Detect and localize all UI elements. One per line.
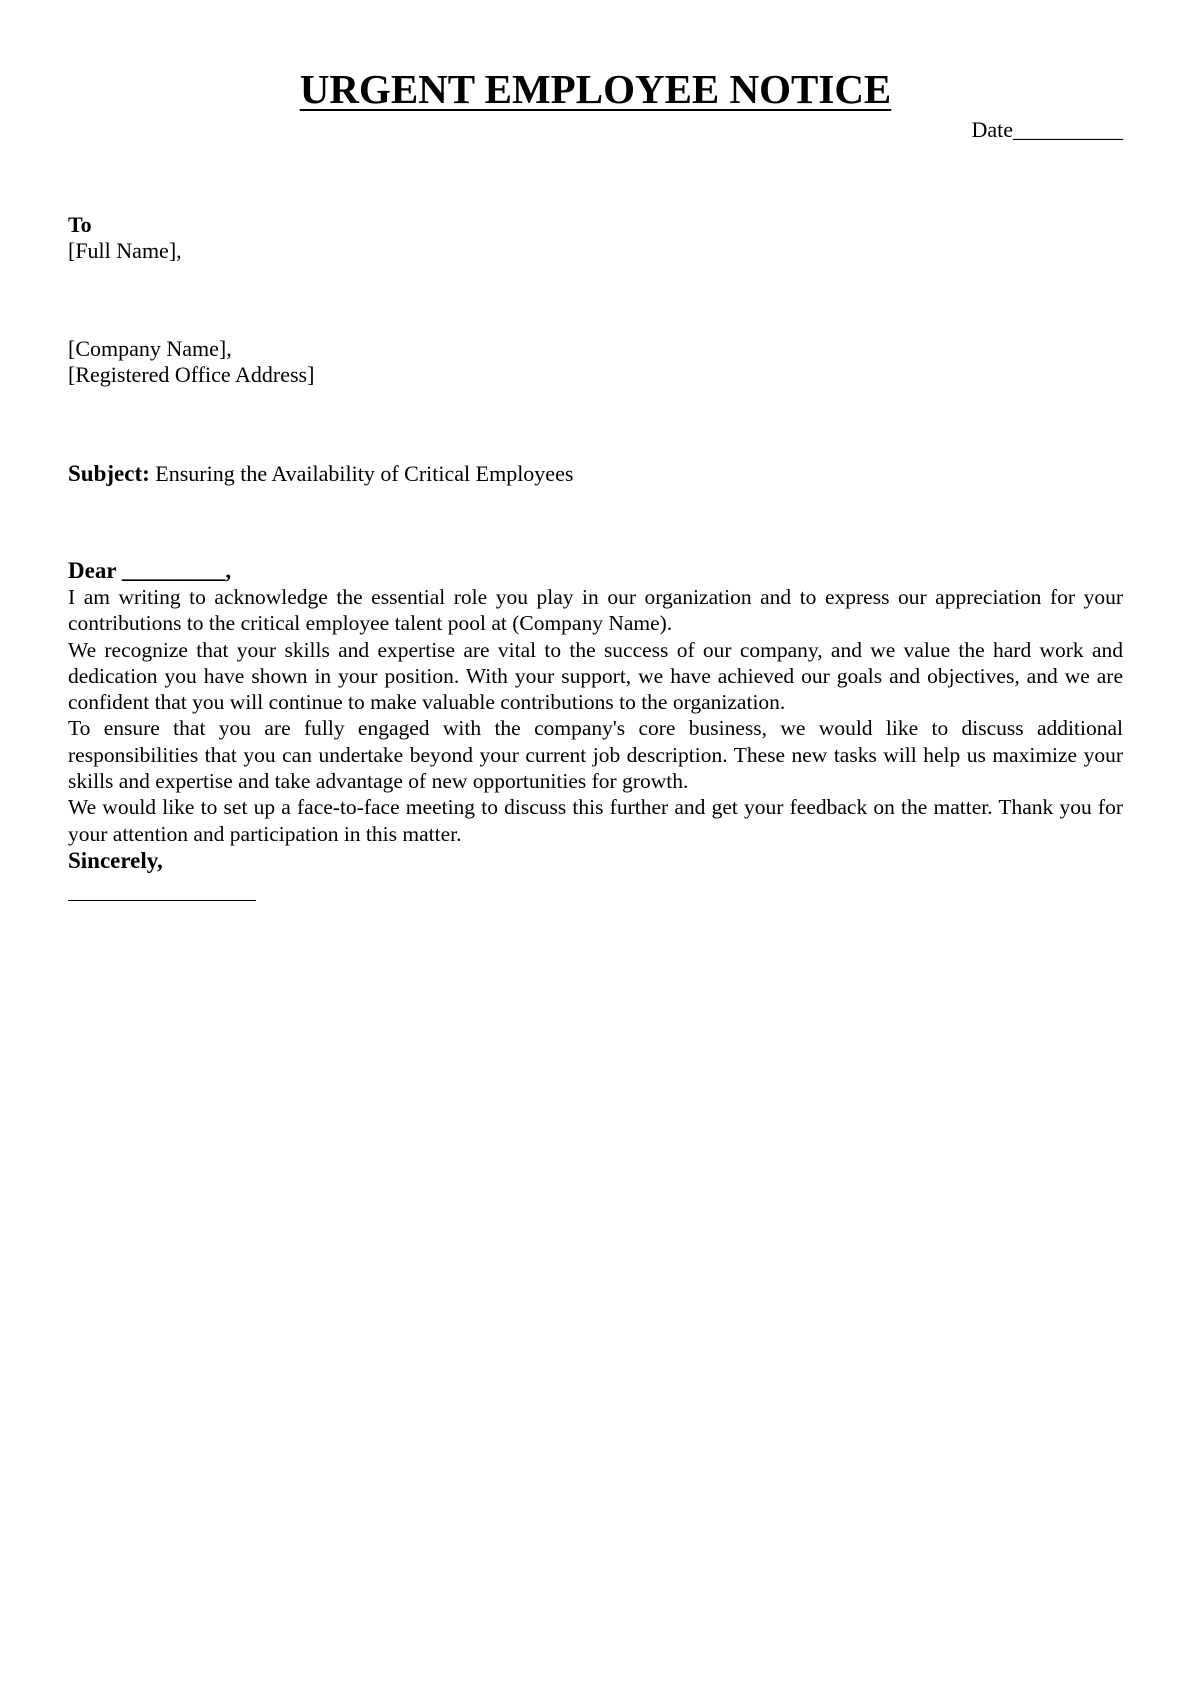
- subject-label: Subject:: [68, 461, 150, 486]
- greeting: Dear _________,: [68, 558, 232, 583]
- subject-line: [68, 461, 1123, 487]
- paragraph-4: We would like to set up a face-to-face meeting to discuss this further and get your feedback on the matter. Thank you for your attention and participation in this matter.: [68, 795, 1123, 846]
- date-field: Date__________: [971, 117, 1123, 142]
- company-block: [68, 336, 1123, 388]
- title-text: URGENT EMPLOYEE NOTICE: [299, 66, 892, 112]
- closing: Sincerely,: [68, 847, 163, 873]
- company-name: [Company Name],: [68, 336, 232, 361]
- recipient-block: [68, 212, 1123, 264]
- paragraph-1: I am writing to acknowledge the essential role you play in our organization and to express our appreciation for your contributions to the critical employee talent pool at (Company Name).: [68, 585, 1123, 636]
- document-title: [0, 66, 1191, 113]
- letter-body: [68, 557, 1123, 901]
- paragraph-2: We recognize that your skills and expertise are vital to the success of our company, and we value the hard work and dedication you have shown in your position. With your support, we have achieved our goals and objectives, and we are confident that you will continue to make valuable contributions to the organization.: [68, 637, 1123, 715]
- recipient-name: [Full Name],: [68, 238, 182, 263]
- signature-line: [68, 875, 256, 901]
- subject-text: Ensuring the Availability of Critical Employees: [149, 461, 574, 486]
- office-address: [Registered Office Address]: [68, 362, 315, 387]
- paragraph-3: To ensure that you are fully engaged with the company's core business, we would like to discuss additional responsibilities that you can undertake beyond your current job description. These new tasks will help us maximize your skills and expertise and take advantage of new opportunities for growth.: [68, 716, 1123, 794]
- to-label: To: [68, 212, 92, 237]
